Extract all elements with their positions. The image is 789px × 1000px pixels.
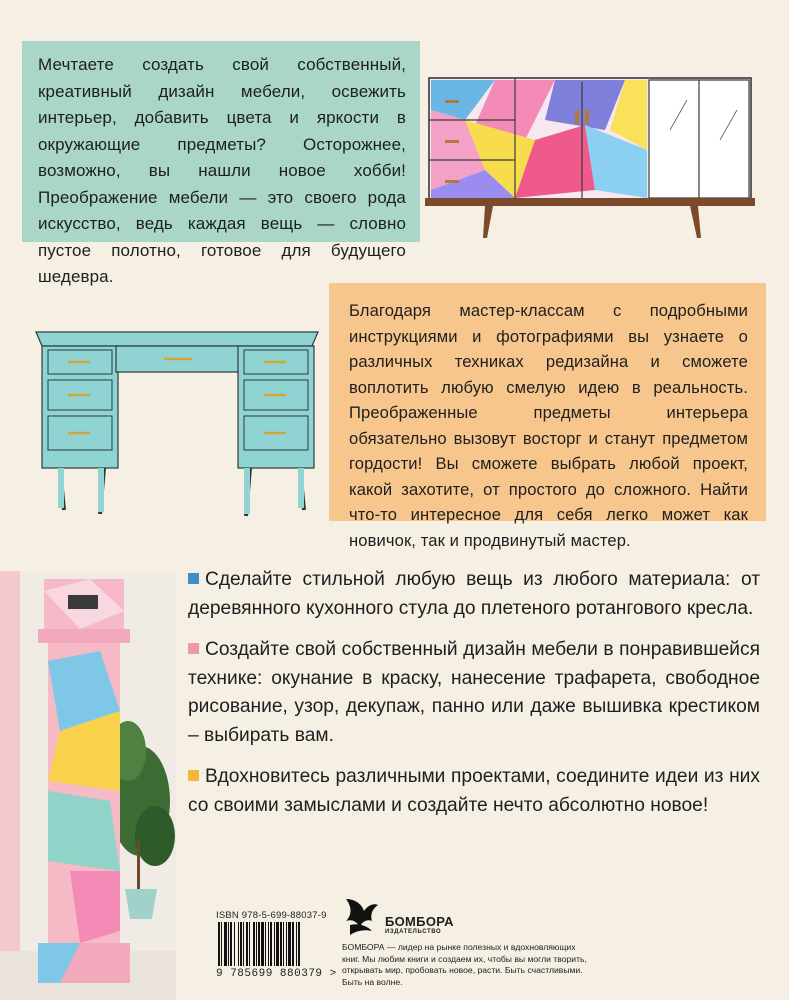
feature-list bbox=[188, 566, 760, 833]
list-item: Вдохновитесь различными проектами, соедините идеи из них со своими замыслами и создайте нечто абсолютно новое! bbox=[188, 766, 760, 816]
list-item: Сделайте стильной любую вещь из любого материала: от деревянного кухонного стула до плетеного ротангового кресла. bbox=[188, 569, 760, 619]
master-class-text: Благодаря мастер-классам с подробными инструкциями и фотографиями вы узнаете о различных техниках редизайна и сможете воплотить любую смелую идею в реальность. Преображенные предметы интерьера обязательно вызовут восторг и станут предметом гордости! Вы сможете выбрать любой проект, какой захотите, от простого до сложного. Найти что-то интересное для себя легко может как новичок, так и продвинутый мастер. bbox=[349, 301, 748, 550]
pink-square-icon bbox=[188, 643, 199, 654]
isbn-label: ISBN 978-5-699-88037-9 bbox=[216, 910, 327, 921]
barcode-digits: 9 785699 880379 > bbox=[216, 968, 337, 980]
barcode bbox=[214, 910, 337, 982]
blue-square-icon bbox=[188, 573, 199, 584]
desk-illustration bbox=[28, 322, 326, 524]
brand-name: БОМБОРА bbox=[385, 914, 454, 929]
painted-clock-photo bbox=[0, 571, 176, 1000]
brand-subtitle: ИЗДАТЕЛЬСТВО bbox=[385, 929, 442, 935]
sideboard-illustration bbox=[425, 70, 757, 240]
bombora-logo-icon bbox=[342, 895, 382, 939]
yellow-square-icon bbox=[188, 770, 199, 781]
publisher-description: БОМБОРА — лидер на рынке полезных и вдохновляющих книг. Мы любим книги и создаем их, чтобы вы могли творить, открывать мир, пробовать новое, расти. Быть счастливыми. Быть на волне. bbox=[342, 942, 587, 987]
list-item: Создайте свой собственный дизайн мебели в понравившейся технике: окунание в краску, нанесение трафарета, свободное рисование, узор, декупаж, панно или даже вышивка крестиком – выбирать вам. bbox=[188, 639, 760, 746]
intro-text-box bbox=[22, 41, 420, 286]
barcode-bars-icon bbox=[214, 922, 332, 968]
intro-text: Мечтаете создать свой собственный, креативный дизайн мебели, освежить интерьер, добавить цвета и яркости в окружающие предметы? Осторожнее, возможно, вы нашли новое хобби! Преображение мебели — это своего рода искусство, ведь каждая вещь — словно пустое полотно, готовое для будущего шедевра. bbox=[38, 55, 406, 286]
master-class-text-box bbox=[329, 283, 766, 550]
